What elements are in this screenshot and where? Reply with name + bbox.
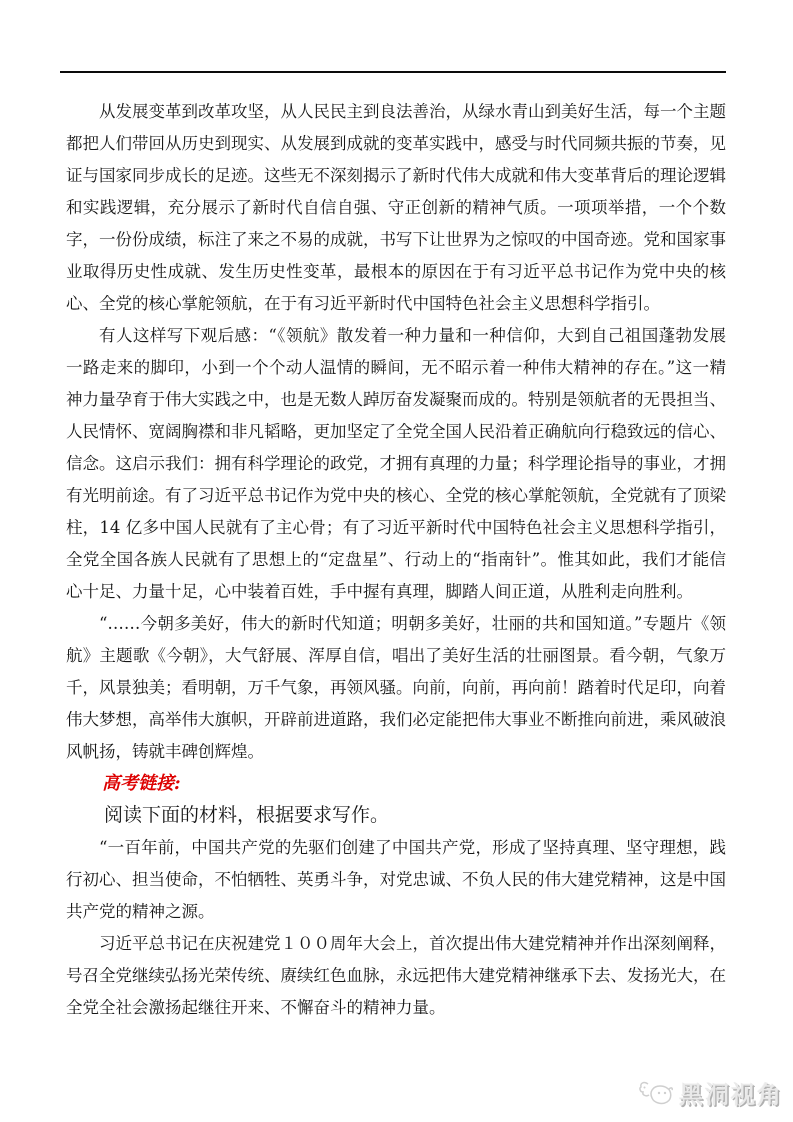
paragraph-intro: 从发展变革到改革攻坚，从人民民主到良法善治，从绿水青山到美好生活，每一个主题都把人们带回从历史到现实、从发展到成就的变革实践中，感受与时代同频共振的节奏，见证与国家同步成长的足迹。这些无不深刻揭示了新时代伟大成就和伟大变革背后的理论逻辑和实践逻辑，充分展示了新时代自信自强、守正创新的精神气质。一项项举措，一个个数字，一份份成绩，标注了来之不易的成就，书写下让世界为之惊叹的中国奇迹。党和国家事业取得历史性成就、发生历史性变革，最根本的原因在于有习近平总书记作为党中央的核心、全党的核心掌舵领航，在于有习近平新时代中国特色社会主义思想科学指引。 — [66, 102, 726, 313]
mascot-logo-icon — [638, 1078, 674, 1108]
paragraph-theme-song: “……今朝多美好，伟大的新时代知道；明朝多美好，壮丽的共和国知道。”专题片《领航》主题歌《今朝》，大气舒展、浑厚自信，唱出了美好生活的壮丽图景。看今朝，气象万千，风景独美；看明朝，万千气象，再领风骚。向前，向前，再向前！踏着时代足印，向着伟大梦想，高举伟大旗帜，开辟前进道路，我们必定能把伟大事业不断推向前进，乘风破浪风帆扬，铸就丰碑创辉煌。 — [66, 614, 726, 761]
writing-prompt-instruction: 阅读下面的材料，根据要求写作。 — [104, 805, 390, 826]
watermark — [638, 1075, 783, 1110]
top-divider — [60, 71, 726, 73]
paragraph-review: 有人这样写下观后感：“《领航》散发着一种力量和一种信仰，大到自己祖国蓬勃发展一路走来的脚印，小到一个个动人温情的瞬间，无不昭示着一种伟大精神的存在。”这一精神力量孕育于伟大实践之中，也是无数人踔厉奋发凝聚而成的。特别是领航者的无畏担当、人民情怀、宽阔胸襟和非凡韬略，更加坚定了全党全国人民沿着正确航向行稳致远的信心、信念。这启示我们：拥有科学理论的政党，才拥有真理的力量；科学理论指导的事业，才拥有光明前途。有了习近平总书记作为党中央的核心、全党的核心掌舵领航，全党就有了顶梁柱，14 亿多中国人民就有了主心骨；有了习近平新时代中国特色社会主义思想科学指引，全党全国各族人民就有了思想上的“定盘星”、行动上的“指南针”。惟其如此，我们才能信心十足、力量十足，心中装着百姓，手中握有真理，脚踏人间正道，从胜利走向胜利。 — [66, 326, 726, 601]
watermark-text: 黑洞视角 — [679, 1082, 783, 1109]
paragraph-party-founding: “一百年前，中国共产党的先驱们创建了中国共产党，形成了坚持真理、坚守理想，践行初心、担当使命，不怕牺牲、英勇斗争，对党忠诚、不负人民的伟大建党精神，这是中国共产党的精神之源。 — [66, 838, 726, 921]
gaokao-link-heading: 高考链接: — [102, 773, 181, 794]
paragraph-centenary-speech: 习近平总书记在庆祝建党１００周年大会上，首次提出伟大建党精神并作出深刻阐释，号召全党继续弘扬光荣传统、赓续红色血脉，永远把伟大建党精神继承下去、发扬光大，在全党全社会激扬起继往开来、不懈奋斗的精神力量。 — [66, 934, 726, 1017]
document-body — [66, 96, 726, 1024]
